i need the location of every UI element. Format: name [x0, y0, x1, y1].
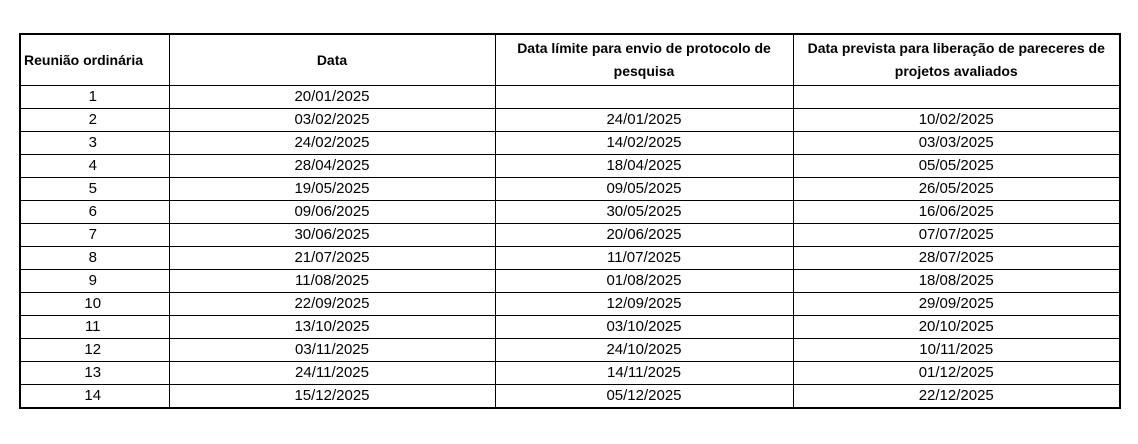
header-opinion-release-date: Data prevista para liberação de pareceres de projetos avaliados	[793, 34, 1120, 86]
cell-opinion-release-date: 18/08/2025	[793, 270, 1120, 293]
cell-opinion-release-date: 05/05/2025	[793, 155, 1120, 178]
table-row	[20, 178, 1120, 201]
table-row	[20, 132, 1120, 155]
table-row	[20, 224, 1120, 247]
cell-protocol-deadline: 09/05/2025	[495, 178, 793, 201]
cell-meeting-date: 21/07/2025	[169, 247, 495, 270]
cell-meeting-date: 24/02/2025	[169, 132, 495, 155]
cell-protocol-deadline: 20/06/2025	[495, 224, 793, 247]
cell-meeting-number: 14	[20, 385, 169, 409]
table-row	[20, 201, 1120, 224]
header-meeting-number: Reunião ordinária	[20, 34, 169, 86]
table-header	[20, 34, 1120, 86]
meeting-schedule-table	[19, 33, 1121, 409]
cell-meeting-number: 1	[20, 86, 169, 109]
table-row	[20, 86, 1120, 109]
header-meeting-date: Data	[169, 34, 495, 86]
table-row	[20, 293, 1120, 316]
table-row	[20, 362, 1120, 385]
cell-meeting-number: 8	[20, 247, 169, 270]
cell-meeting-number: 11	[20, 316, 169, 339]
cell-meeting-number: 9	[20, 270, 169, 293]
cell-meeting-date: 19/05/2025	[169, 178, 495, 201]
cell-meeting-number: 5	[20, 178, 169, 201]
cell-meeting-number: 13	[20, 362, 169, 385]
cell-protocol-deadline: 11/07/2025	[495, 247, 793, 270]
table-row	[20, 270, 1120, 293]
table-row	[20, 109, 1120, 132]
cell-meeting-number: 6	[20, 201, 169, 224]
header-row	[20, 34, 1120, 86]
cell-meeting-date: 03/02/2025	[169, 109, 495, 132]
cell-protocol-deadline: 12/09/2025	[495, 293, 793, 316]
table-row	[20, 339, 1120, 362]
cell-meeting-number: 4	[20, 155, 169, 178]
cell-meeting-date: 13/10/2025	[169, 316, 495, 339]
cell-meeting-date: 28/04/2025	[169, 155, 495, 178]
cell-meeting-number: 3	[20, 132, 169, 155]
cell-meeting-number: 2	[20, 109, 169, 132]
cell-opinion-release-date: 10/11/2025	[793, 339, 1120, 362]
cell-opinion-release-date: 03/03/2025	[793, 132, 1120, 155]
header-protocol-deadline: Data límite para envio de protocolo de pesquisa	[495, 34, 793, 86]
table-row	[20, 247, 1120, 270]
cell-meeting-date: 24/11/2025	[169, 362, 495, 385]
cell-meeting-number: 12	[20, 339, 169, 362]
table-row	[20, 316, 1120, 339]
cell-meeting-date: 11/08/2025	[169, 270, 495, 293]
cell-meeting-number: 10	[20, 293, 169, 316]
table-row	[20, 155, 1120, 178]
cell-opinion-release-date: 29/09/2025	[793, 293, 1120, 316]
cell-opinion-release-date: 20/10/2025	[793, 316, 1120, 339]
cell-opinion-release-date: 26/05/2025	[793, 178, 1120, 201]
cell-protocol-deadline: 24/01/2025	[495, 109, 793, 132]
cell-protocol-deadline	[495, 86, 793, 109]
cell-meeting-date: 15/12/2025	[169, 385, 495, 409]
cell-protocol-deadline: 14/11/2025	[495, 362, 793, 385]
table-body	[20, 86, 1120, 409]
cell-opinion-release-date: 01/12/2025	[793, 362, 1120, 385]
cell-opinion-release-date: 28/07/2025	[793, 247, 1120, 270]
table-row	[20, 385, 1120, 409]
cell-opinion-release-date: 10/02/2025	[793, 109, 1120, 132]
cell-protocol-deadline: 18/04/2025	[495, 155, 793, 178]
cell-meeting-date: 20/01/2025	[169, 86, 495, 109]
cell-protocol-deadline: 03/10/2025	[495, 316, 793, 339]
cell-meeting-date: 30/06/2025	[169, 224, 495, 247]
cell-protocol-deadline: 14/02/2025	[495, 132, 793, 155]
cell-opinion-release-date: 22/12/2025	[793, 385, 1120, 409]
cell-opinion-release-date	[793, 86, 1120, 109]
cell-protocol-deadline: 05/12/2025	[495, 385, 793, 409]
cell-protocol-deadline: 01/08/2025	[495, 270, 793, 293]
cell-meeting-date: 22/09/2025	[169, 293, 495, 316]
cell-opinion-release-date: 07/07/2025	[793, 224, 1120, 247]
cell-meeting-date: 03/11/2025	[169, 339, 495, 362]
cell-protocol-deadline: 30/05/2025	[495, 201, 793, 224]
cell-meeting-number: 7	[20, 224, 169, 247]
cell-opinion-release-date: 16/06/2025	[793, 201, 1120, 224]
cell-meeting-date: 09/06/2025	[169, 201, 495, 224]
cell-protocol-deadline: 24/10/2025	[495, 339, 793, 362]
